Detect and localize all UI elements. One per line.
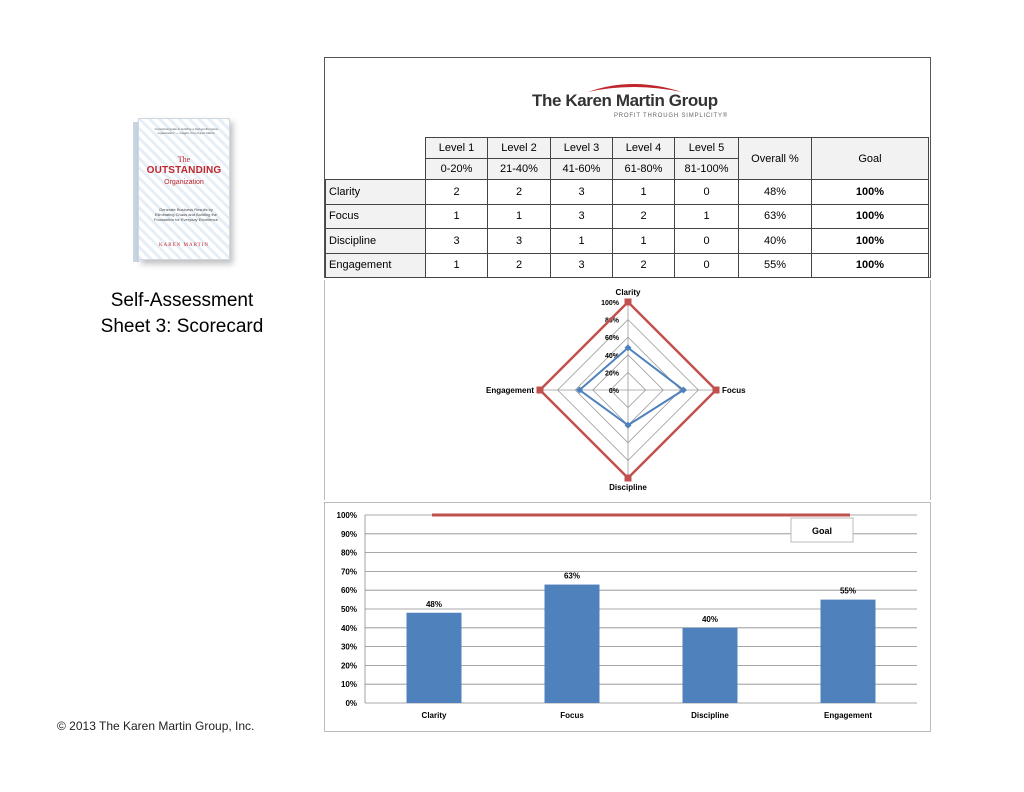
bar-y-tick-label: 60% — [340, 586, 357, 596]
bar-data-label: 48% — [425, 599, 443, 609]
radar-axis-label: Engagement — [485, 386, 534, 395]
table-row-discipline — [326, 229, 929, 254]
level-count: 0 — [675, 229, 739, 254]
radar-chart — [325, 280, 930, 500]
book-author: KAREN MARTIN — [159, 243, 209, 248]
header-range-4: 61-80% — [613, 159, 675, 180]
radar-axis-label: Discipline — [609, 483, 647, 492]
bar-category-label: Engagement — [823, 711, 873, 720]
radar-tick-label: 20% — [604, 370, 619, 378]
header-level-2: Level 2 — [488, 138, 551, 159]
bar-category-label: Focus — [560, 711, 584, 720]
book-subtitle: Generate Business Results by Eliminating Chaos and Building the Foundation for Everyday Excellence — [153, 207, 219, 222]
radar-point — [625, 299, 632, 306]
bar-chart — [325, 503, 930, 731]
bar-y-tick-label: 80% — [340, 548, 357, 558]
slide-caption — [60, 288, 304, 340]
bar-chart-panel — [324, 502, 931, 732]
company-logo — [532, 78, 732, 128]
goal-value: 100% — [812, 229, 929, 254]
bar-y-tick-label: 30% — [340, 642, 357, 652]
header-range-5: 81-100% — [675, 159, 739, 180]
book-title-the: The — [177, 155, 191, 164]
table-header-row — [326, 138, 929, 159]
header-range-3: 41-60% — [551, 159, 613, 180]
radar-tick-label: 60% — [604, 335, 619, 343]
table-row-focus — [326, 204, 929, 229]
radar-tick-label: 0% — [608, 388, 619, 395]
book-title-organization: Organization — [164, 179, 204, 186]
level-count: 0 — [675, 180, 739, 205]
table-corner — [326, 138, 426, 180]
level-count: 1 — [488, 204, 551, 229]
legend-goal-label: Goal — [811, 526, 833, 536]
radar-axis-label: Focus — [722, 386, 746, 395]
bar-y-tick-label: 40% — [340, 623, 357, 633]
bar-y-tick-label: 90% — [340, 529, 357, 539]
level-count: 0 — [675, 253, 739, 278]
level-count: 2 — [426, 180, 488, 205]
copyright-text: © 2013 The Karen Martin Group, Inc. — [57, 719, 255, 733]
header-level-3: Level 3 — [551, 138, 613, 159]
bar-y-tick-label: 20% — [340, 661, 357, 671]
level-count: 2 — [613, 204, 675, 229]
caption-line-1: Self-Assessment — [110, 290, 254, 311]
book-title-main: OUTSTANDING — [146, 165, 222, 176]
radar-point — [625, 475, 632, 482]
bar — [821, 600, 876, 703]
logo-tagline: PROFIT THROUGH SIMPLICITY® — [614, 113, 729, 119]
header-range-2: 21-40% — [488, 159, 551, 180]
level-count: 1 — [613, 229, 675, 254]
header-level-4: Level 4 — [613, 138, 675, 159]
bar-y-tick-label: 100% — [336, 511, 357, 520]
scorecard-table — [325, 137, 929, 278]
level-count: 3 — [488, 229, 551, 254]
header-overall: Overall % — [739, 138, 812, 180]
bar — [683, 628, 738, 703]
level-count: 3 — [551, 253, 613, 278]
caption-line-2: Sheet 3: Scorecard — [100, 316, 264, 337]
radar-point — [713, 387, 720, 394]
header-level-1: Level 1 — [426, 138, 488, 159]
row-label: Engagement — [326, 253, 426, 278]
level-count: 2 — [488, 253, 551, 278]
scorecard-panel — [324, 57, 931, 278]
level-count: 1 — [551, 229, 613, 254]
overall-value: 63% — [739, 204, 812, 229]
level-count: 1 — [613, 180, 675, 205]
overall-value: 48% — [739, 180, 812, 205]
level-count: 3 — [551, 204, 613, 229]
goal-value: 100% — [812, 253, 929, 278]
overall-value: 40% — [739, 229, 812, 254]
radar-tick-label: 40% — [604, 352, 619, 360]
level-count: 2 — [488, 180, 551, 205]
logo-name: The Karen Martin Group — [532, 91, 718, 110]
row-label: Focus — [326, 204, 426, 229]
level-count: 1 — [426, 204, 488, 229]
book-blurb: “A practical guide to building a high-performance organization” — insights from Karen Martin — [153, 127, 219, 135]
radar-point — [537, 387, 544, 394]
bar-category-label: Discipline — [691, 711, 729, 720]
bar — [545, 585, 600, 703]
bar-data-label: 55% — [839, 586, 857, 596]
header-range-1: 0-20% — [426, 159, 488, 180]
bar-data-label: 63% — [563, 571, 581, 581]
bar-data-label: 40% — [701, 614, 719, 624]
bar-y-tick-label: 10% — [340, 680, 357, 690]
table-row-engagement — [326, 253, 929, 278]
bar-y-tick-label: 0% — [345, 699, 357, 708]
level-count: 3 — [551, 180, 613, 205]
goal-value: 100% — [812, 180, 929, 205]
level-count: 1 — [426, 253, 488, 278]
level-count: 2 — [613, 253, 675, 278]
overall-value: 55% — [739, 253, 812, 278]
table-row-clarity — [326, 180, 929, 205]
bar-y-tick-label: 70% — [340, 567, 357, 577]
book-cover — [138, 118, 230, 260]
row-label: Clarity — [326, 180, 426, 205]
radar-tick-label: 100% — [601, 300, 619, 307]
book-cover-image — [133, 118, 233, 266]
level-count: 3 — [426, 229, 488, 254]
level-count: 1 — [675, 204, 739, 229]
header-goal: Goal — [812, 138, 929, 180]
radar-chart-panel — [324, 280, 931, 500]
row-label: Discipline — [326, 229, 426, 254]
radar-tick-label: 80% — [604, 317, 619, 325]
bar-category-label: Clarity — [421, 711, 447, 720]
radar-axis-label: Clarity — [615, 288, 641, 297]
goal-value: 100% — [812, 204, 929, 229]
bar — [407, 613, 462, 703]
header-level-5: Level 5 — [675, 138, 739, 159]
bar-y-tick-label: 50% — [340, 605, 357, 614]
